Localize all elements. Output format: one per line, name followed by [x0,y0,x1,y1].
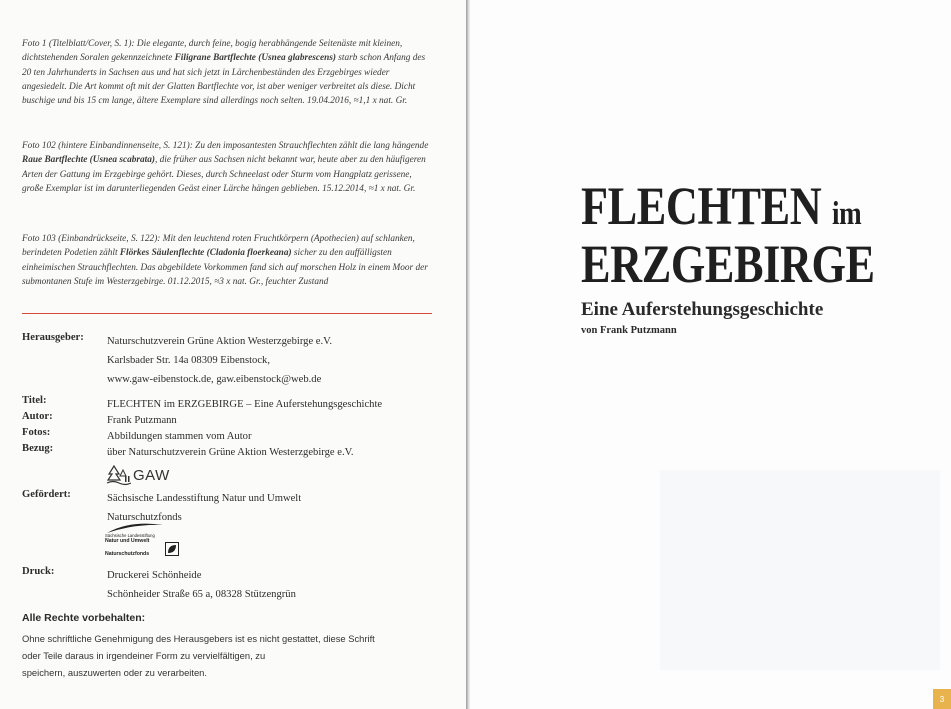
publisher-web: www.gaw-eibenstock.de, gaw.eibenstock@web.de [107,374,322,385]
caption-text: Foto 102 (hintere Einbandinnenseite, S. 121): Zu den imposantesten Strauchflechten zählt die lang hängende [22,141,429,151]
right-page [470,0,951,709]
rights-line: Ohne schriftliche Genehmigung des Herausgebers ist es nicht gestattet, diese Schrift [22,633,375,644]
rights-line: speichern, auszuwerten oder zu verarbeiten. [22,667,208,678]
gaw-logo [107,464,187,488]
nsf-logo-line3: Naturschutzfonds [105,551,150,557]
print-label: Druck: [22,566,55,577]
photos-label: Fotos: [22,427,51,438]
page-number: 3 [933,689,951,709]
rights-heading: Alle Rechte vorbehalten: [22,612,146,624]
caption-text: starb schon Anfang des 20 ten Jahrhunderts in Sachsen aus und hat sich jetzt in Lärchenbeständen des Erzgebirges wieder angesiedelt. Die Art kommt oft mit der Glatten Bartflechte vor, ist aber weniger verbreitet als diese. Dicht buschige und bis 15 cm lange, ältere Exemplare sind allerdings noch selten. 19.04.2016, ≈1,1 x nat. Gr. [22,53,426,107]
publisher-street: Karlsbader Str. 14a 08309 Eibenstock, [107,355,270,366]
nsf-logo-line2: Natur und Umwelt [105,538,150,544]
funder-name: Sächsische Landesstiftung Natur und Umwelt [107,493,302,504]
rights-line: oder Teile daraus in irgendeiner Form zu vervielfältigen, zu [22,650,266,661]
printer-address: Schönheider Straße 65 a, 08328 Stützengrün [107,589,296,600]
species-name: Flörkes Säulenflechte (Cladonia floerkeana) [119,248,292,259]
book-title-line1 [581,178,861,242]
caption-photo-103 [22,232,434,289]
photos-value: Abbildungen stammen vom Autor [107,431,252,442]
naturschutzfonds-logo [105,522,181,560]
print-value [107,566,437,604]
publisher-address [107,332,437,389]
species-name: Raue Bartflechte (Usnea scabrata) [22,155,155,166]
left-page [0,0,466,709]
author-value: Frank Putzmann [107,415,177,426]
source-label: Bezug: [22,443,54,454]
leaf-icon [165,542,179,556]
divider-rule [22,313,432,314]
gaw-tree-icon [107,464,131,486]
gaw-logo-text: GAW [133,467,170,484]
publisher-name: Naturschutzverein Grüne Aktion Westerzgebirge e.V. [107,336,333,347]
title-word-flechten: FLECHTEN [581,176,822,236]
publisher-label: Herausgeber: [22,332,84,343]
funder-fund: Naturschutzfonds [107,512,182,523]
caption-text: Foto 103 (Einbandrückseite, S. 122): Mit den leuchtend roten Fruchtkörpern (Apothecien) auf schlanken, berindeten Podetien zählt [22,234,415,259]
printer-name: Druckerei Schönheide [107,570,202,581]
title-label: Titel: [22,395,47,406]
show-through-shadow [660,470,940,670]
book-title-line2: ERZGEBIRGE [581,234,875,294]
caption-photo-1 [22,37,434,108]
book-author: von Frank Putzmann [581,325,677,336]
title-word-im: im [831,196,862,232]
rights-text [22,630,422,681]
title-value: FLECHTEN im ERZGEBIRGE – Eine Auferstehungsgeschichte [107,399,383,410]
caption-text: Foto 1 (Titelblatt/Cover, S. 1): Die elegante, durch feine, bogig herabhängende Seitenäste mit kleinen, dichtstehenden Soralen gekennzeichnete [22,39,403,64]
caption-text: , die früher aus Sachsen nicht bekannt war, heute aber zu den häufigeren Arten der Gattung im Erzgebirge gehört. Dieses, durch Schneelast oder Sturm vom Hangplatz gerissene, große Exemplar ist im darunterliegenden Geäst einer Lärche hängen geblieben. 15.12.2014, ≈1 x nat. Gr. [22,155,426,194]
funded-label: Gefördert: [22,489,71,500]
author-label: Autor: [22,411,53,422]
species-name: Filigrane Bartflechte (Usnea glabrescens) [174,53,336,64]
nsf-logo-line1: Sächsische Landesstiftung [105,533,155,538]
caption-text: sicher zu den auffälligsten einheimischen Strauchflechten. Das abgebildete Vorkommen fand sich auf morschen Holz in einem Moor der submontanen Stufe im Westerzgebirge. 01.12.2015, ≈3 x nat. Gr., feuchter Zustand [22,248,428,287]
book-subtitle: Eine Auferstehungsgeschichte [581,299,824,320]
source-value: über Naturschutzverein Grüne Aktion Westerzgebirge e.V. [107,447,354,458]
caption-photo-102 [22,139,434,196]
